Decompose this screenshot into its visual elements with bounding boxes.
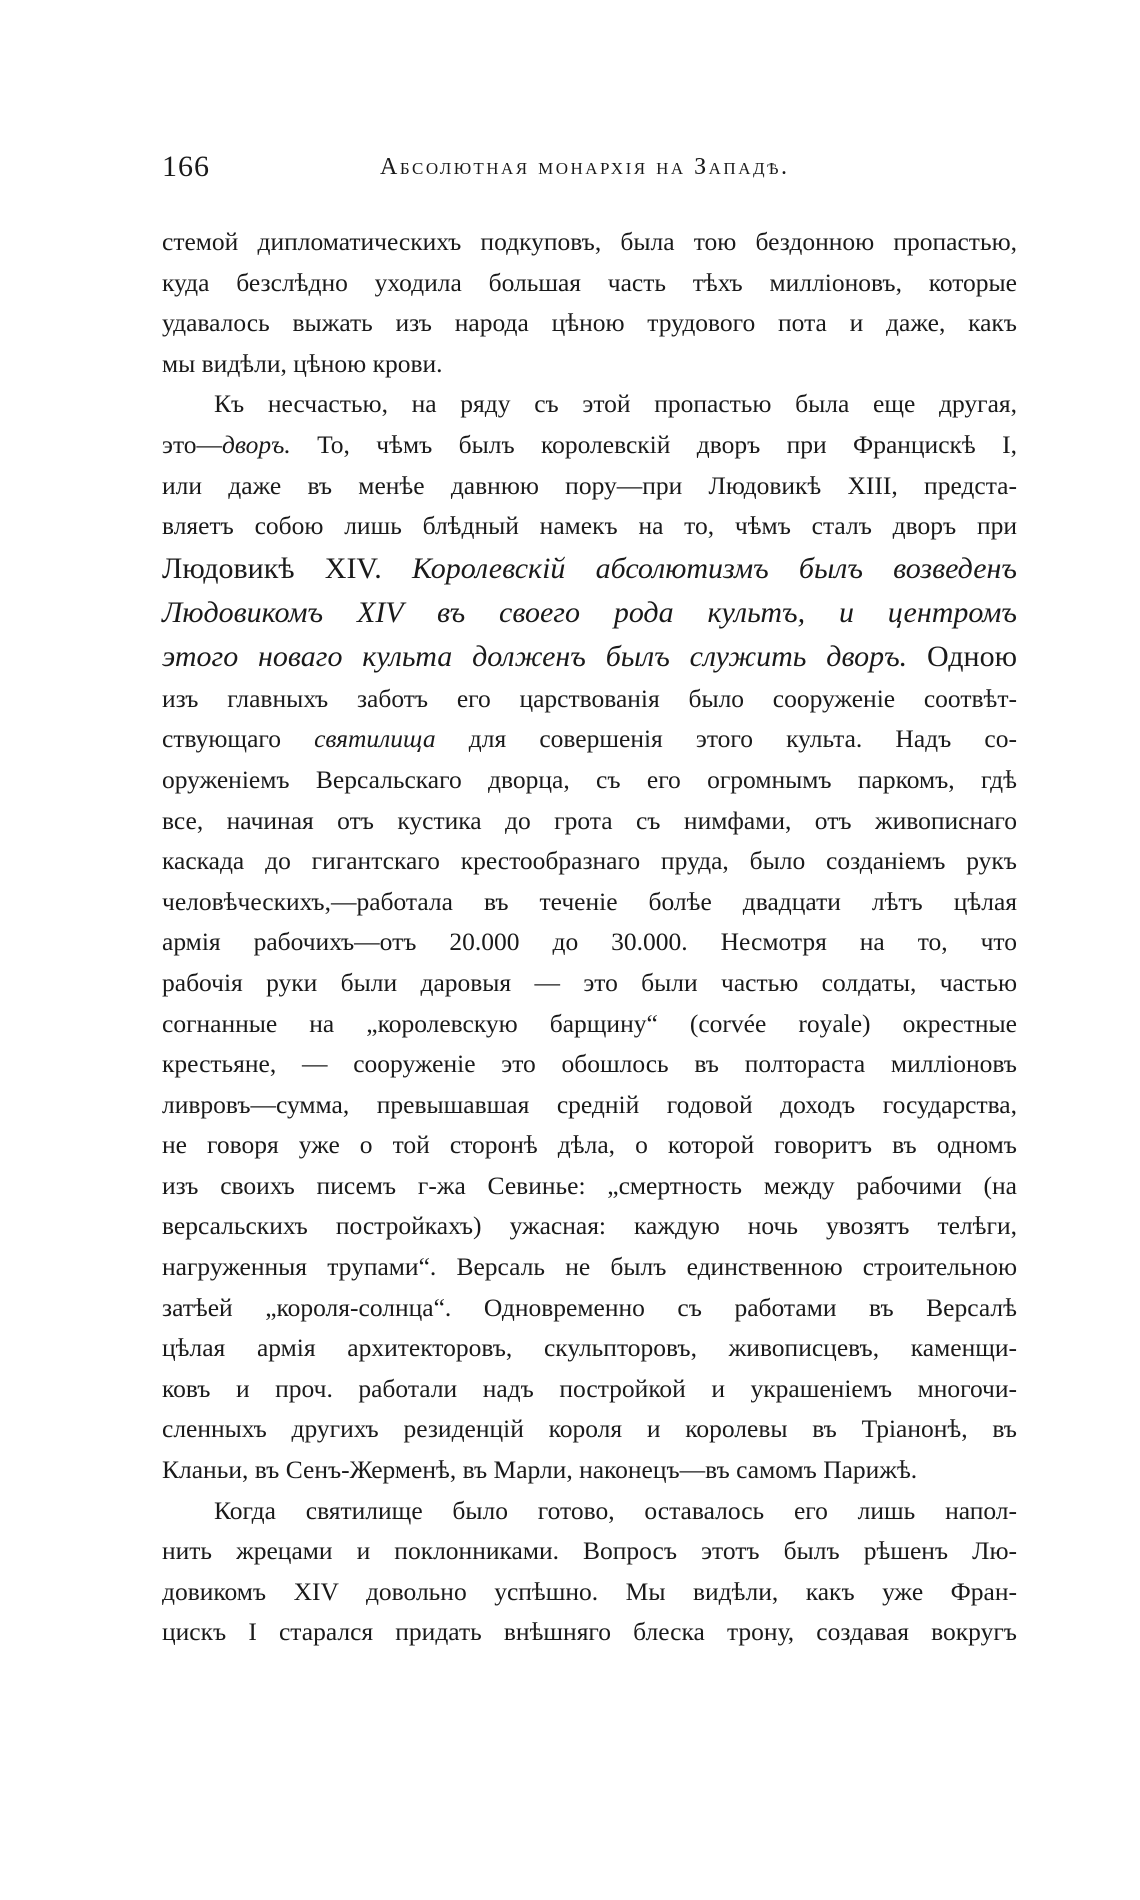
line-text: куда безслѣдно уходила большая часть тѣхъ милліоновъ, которые [162, 267, 1017, 297]
line-text: для совершенія этого культа. Надъ со- [435, 724, 1017, 754]
text-line [162, 1491, 1017, 1532]
emphasized-text: этого новаго культа долженъ былъ служить дворъ. [162, 639, 908, 673]
text-line [162, 1288, 1017, 1329]
line-text: довикомъ XIV довольно успѣшно. Мы видѣли, какъ уже Фран- [162, 1576, 1017, 1606]
text-line [162, 719, 1017, 760]
line-text: То, чѣмъ былъ королевскій дворъ при Францискѣ I, [290, 429, 1017, 459]
text-line [162, 922, 1017, 963]
line-text: или даже въ менѣе давнюю пору—при Людовикѣ XIII, предста- [162, 470, 1017, 500]
line-text: цѣлая армія архитекторовъ, скульпторовъ, живописцевъ, каменщи- [162, 1333, 1017, 1363]
text-line [162, 1166, 1017, 1207]
text-line [162, 679, 1017, 720]
emphasized-text: Королевскій абсолютизмъ былъ возведенъ [411, 551, 1017, 585]
line-text: версальскихъ постройкахъ) ужасная: каждую ночь увозятъ телѣги, [162, 1211, 1017, 1241]
line-text: все, начиная отъ кустика до грота съ нимфами, отъ живописнаго [162, 805, 1017, 835]
line-text: Людовикѣ XIV. [162, 551, 412, 585]
text-line [162, 222, 1017, 263]
line-text: Кланьи, въ Сенъ-Жерменѣ, въ Марли, наконецъ—въ самомъ Парижѣ. [162, 1455, 918, 1485]
text-line [162, 506, 1017, 547]
text-line [162, 1085, 1017, 1126]
line-text: не говоря уже о той сторонѣ дѣла, о которой говоритъ въ одномъ [162, 1130, 1017, 1160]
page-number: 166 [162, 150, 210, 183]
line-text: Къ несчастью, на ряду съ этой пропастью была еще другая, [214, 389, 1017, 419]
emphasized-text: святилища [314, 724, 436, 754]
line-text: вляетъ собою лишь блѣдный намекъ на то, чѣмъ сталъ дворъ при [162, 511, 1017, 541]
line-text: армія рабочихъ—отъ 20.000 до 30.000. Несмотря на то, что [162, 927, 1017, 957]
line-text: нагруженныя трупами“. Версаль не былъ единственною строительною [162, 1252, 1017, 1282]
text-line [162, 466, 1017, 507]
line-text: каскада до гигантскаго крестообразнаго пруда, было созданіемъ рукъ [162, 846, 1017, 876]
text-line [162, 1572, 1017, 1613]
line-text: ковъ и проч. работали надъ постройкой и украшеніемъ многочи- [162, 1373, 1017, 1403]
line-text: человѣческихъ,—работала въ теченіе болѣе двадцати лѣтъ цѣлая [162, 886, 1017, 916]
text-line [162, 635, 1017, 679]
text-line [162, 344, 1017, 385]
line-text: рабочія руки были даровыя — это были частью солдаты, частью [162, 967, 1017, 997]
emphasized-text: дворъ. [222, 429, 291, 459]
line-text: нить жрецами и поклонниками. Вопросъ этотъ былъ рѣшенъ Лю- [162, 1536, 1017, 1566]
body-text [162, 222, 1017, 1653]
text-line [162, 1247, 1017, 1288]
line-text: это— [162, 429, 223, 459]
line-text: цискъ I старался придать внѣшняго блеска трону, создавая вокругъ [162, 1617, 1017, 1647]
text-line [162, 1531, 1017, 1572]
text-line [162, 1206, 1017, 1247]
line-text: ствующаго [162, 724, 315, 754]
line-text: согнанные на „королевскую барщину“ (corvée royale) окрестные [162, 1008, 1017, 1038]
text-line [162, 1328, 1017, 1369]
text-line [162, 425, 1017, 466]
emphasized-text: Людовикомъ XIV въ своего рода культъ, и центромъ [162, 595, 1017, 629]
text-line [162, 1450, 1017, 1491]
text-line [162, 1612, 1017, 1653]
line-text: затѣей „короля-солнца“. Одновременно съ работами въ Версалѣ [162, 1292, 1017, 1322]
running-head [162, 150, 1022, 190]
line-text: изъ главныхъ заботъ его царствованія было сооруженіе соотвѣт- [162, 683, 1017, 713]
text-line [162, 591, 1017, 635]
text-line [162, 547, 1017, 591]
text-line [162, 1409, 1017, 1450]
text-line [162, 1369, 1017, 1410]
text-line [162, 303, 1017, 344]
line-text: стемой дипломатическихъ подкуповъ, была тою бездонною пропастью, [162, 227, 1017, 256]
text-line [162, 882, 1017, 923]
line-text: сленныхъ другихъ резиденцій короля и королевы въ Тріанонѣ, въ [162, 1414, 1017, 1444]
text-line [162, 384, 1017, 425]
text-line [162, 1044, 1017, 1085]
line-text: мы видѣли, цѣною крови. [162, 348, 443, 378]
text-line [162, 841, 1017, 882]
line-text: крестьяне, — сооруженіе это обошлось въ полтораста милліоновъ [162, 1049, 1017, 1079]
line-text: Одною [907, 639, 1018, 673]
line-text: Когда святилище было готово, оставалось его лишь напол- [214, 1495, 1017, 1525]
running-title: Абсолютная монархія на Западѣ. [380, 154, 790, 180]
line-text: изъ своихъ писемъ г-жа Севинье: „смертность между рабочими (на [162, 1170, 1017, 1200]
text-line [162, 760, 1017, 801]
line-text: ливровъ—сумма, превышавшая средній годовой доходъ государства, [162, 1089, 1017, 1119]
text-line [162, 1125, 1017, 1166]
text-line [162, 1004, 1017, 1045]
text-line [162, 963, 1017, 1004]
line-text: удавалось выжать изъ народа цѣною трудового пота и даже, какъ [162, 308, 1017, 338]
text-line [162, 263, 1017, 304]
line-text: оруженіемъ Версальскаго дворца, съ его огромнымъ паркомъ, гдѣ [162, 764, 1017, 794]
text-line [162, 801, 1017, 842]
